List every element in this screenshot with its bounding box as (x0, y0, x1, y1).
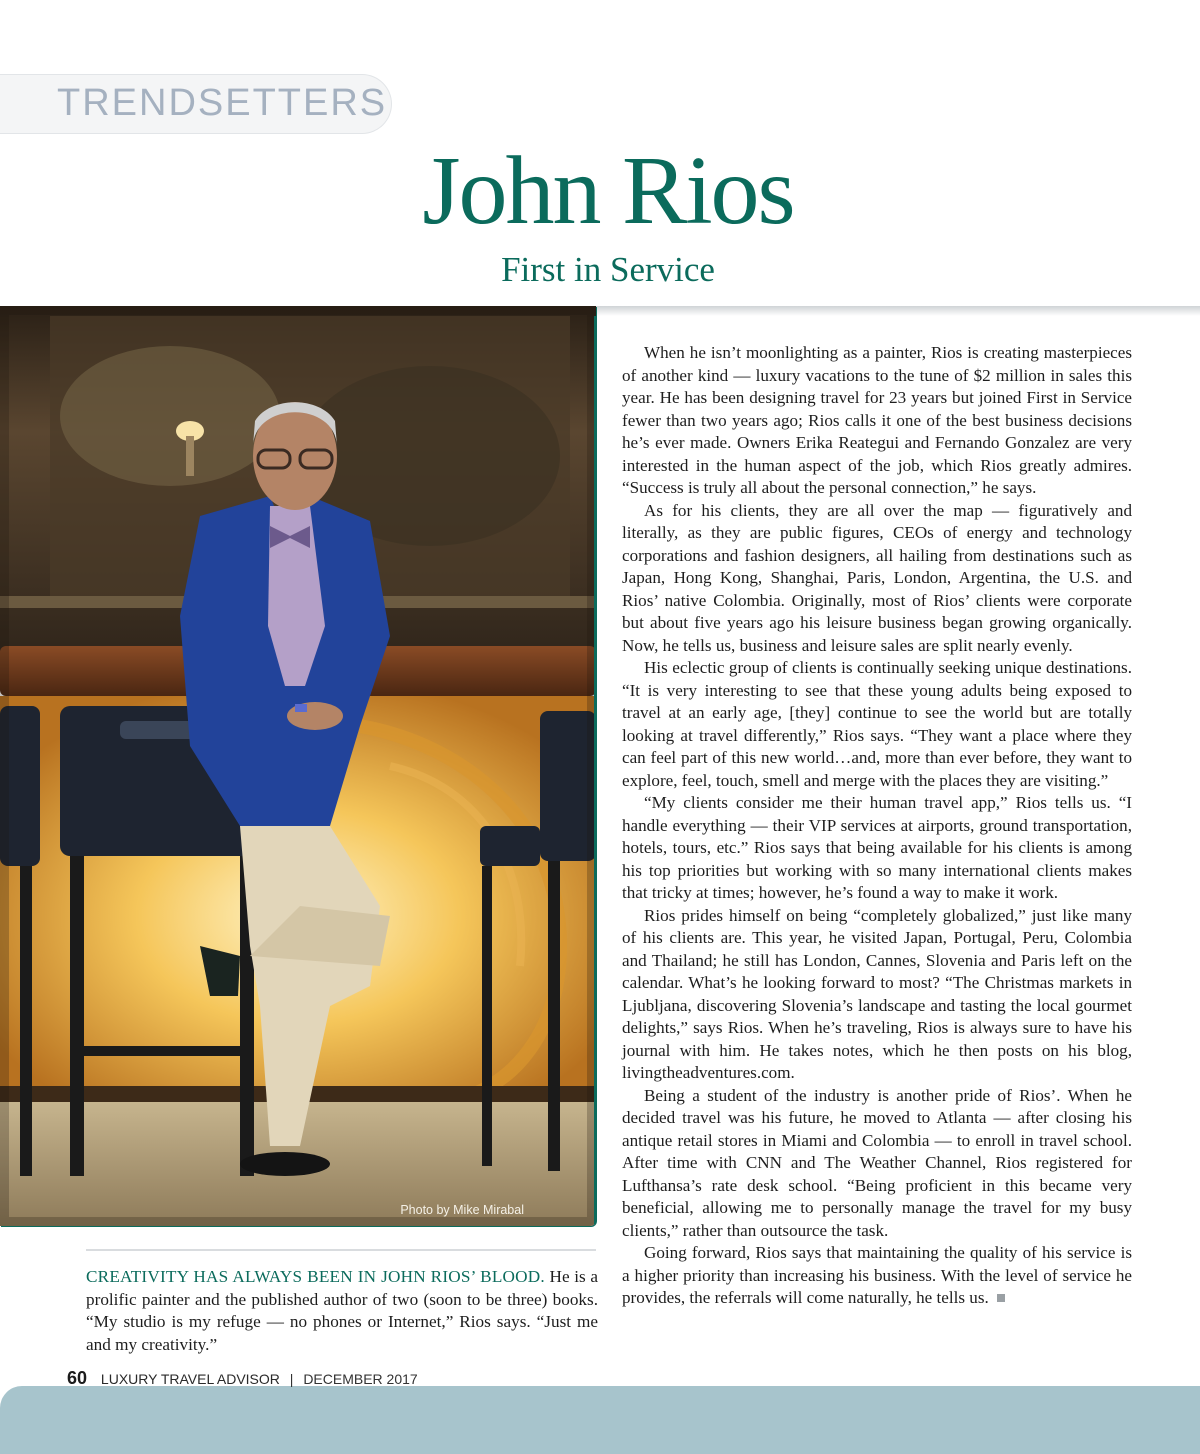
portrait-photo (0, 306, 596, 1226)
publication-name: LUXURY TRAVEL ADVISOR (100, 1371, 280, 1387)
caption-divider (86, 1249, 596, 1251)
portrait-photo-illustration (0, 306, 596, 1226)
footer-band (0, 1386, 1200, 1454)
caption-text: He is a prolific painter and the published author of two (soon to be three) books. “My studio is my refuge — no phones or Internet,” Rios says. “Just me and my creativity.” (86, 1267, 598, 1354)
article-paragraph: As for his clients, they are all over the map — figuratively and literally, as they are public figures, CEOs of energy and technology corporations and fashion designers, all hailing from destinations such as Japan, Hong Kong, Shanghai, Paris, London, Argentina, the U.S. and Rios’ native Colombia. Originally, most of Rios’ clients were corporate but about five years ago his leisure business began growing organically. Now, he tells us, business and leisure sales are split nearly evenly. (622, 500, 1132, 655)
article-paragraph-last (622, 1242, 1132, 1310)
article-paragraph: Rios prides himself on being “completely globalized,” just like many of his clients are. This year, he visited Japan, Portugal, Peru, Colombia and Thailand; he still has London, Cannes, Slovenia and Paris left on the calendar. What’s he looking forward to most? “The Christmas markets in Ljubljana, discovering Slovenia’s landscape and tasting the local gourmet delights,” says Rios. When he’s traveling, Rios is always sure to have his journal with him. He takes notes, which he then posts on his blog, livingtheadventures.com. (622, 905, 1132, 1082)
issue-date: DECEMBER 2017 (303, 1371, 418, 1387)
page-number: 60 (67, 1368, 88, 1388)
photo-credit: Photo by Mike Mirabal (400, 1203, 524, 1217)
article-body (622, 342, 1132, 1310)
caption-lead: CREATIVITY HAS ALWAYS BEEN IN JOHN RIOS’ BLOOD. (86, 1267, 545, 1286)
article-paragraph: Being a student of the industry is another pride of Rios’. When he decided travel was his future, he moved to Atlanta — after closing his antique retail stores in Miami and Colombia — to enroll in travel school. After time with CNN and The Weather Channel, Rios registered for Lufthansa’s rate desk school. “Being proficient in this became very beneficial, allowing me to personally manage the travel for my busy clients,” rather than outsource the task. (622, 1085, 1132, 1240)
page-footer (67, 1368, 418, 1389)
article-subtitle: First in Service (501, 250, 715, 289)
section-label: TRENDSETTERS (57, 82, 388, 124)
article-paragraph: “My clients consider me their human travel app,” Rios tells us. “I handle everything — their VIP services at airports, ground transportation, hotels, tours, etc.” Rios says that being available for his clients is among his top priorities but working with so many international clients makes that tricky at times; however, he’s found a way to make it work. (622, 793, 1132, 902)
photo-caption (86, 1266, 598, 1356)
footer-separator: | (289, 1371, 294, 1387)
photo-border-line (594, 316, 596, 1224)
article-title: John Rios (422, 137, 794, 245)
article-last-text: Going forward, Rios says that maintaining the quality of his service is a higher priority than increasing his business. With the level of service he provides, the referrals will come naturally, he tells us. (622, 1243, 1132, 1307)
end-of-article-mark (997, 1294, 1005, 1302)
article-paragraph: When he isn’t moonlighting as a painter, Rios is creating masterpieces of another kind — luxury vacations to the tune of $2 million in sales this year. He has been designing travel for 23 years but joined First in Service fewer than two years ago; Rios calls it one of the best business decisions he’s ever made. Owners Erika Reategui and Fernando Gonzalez are very interested in the human aspect of the job, which Rios greatly admires. “Success is truly all about the personal connection,” he says. (622, 343, 1132, 497)
article-paragraph: His eclectic group of clients is continually seeking unique destinations. “It is very interesting to see that these young adults being exposed to travel at an early age, [they] continue to see the world but are totally looking at travel differently,” Rios says. “They want a place where they can feel part of this new world…and, more than ever before, they want to explore, feel, touch, smell and merge with the places they are visiting.” (622, 658, 1132, 790)
